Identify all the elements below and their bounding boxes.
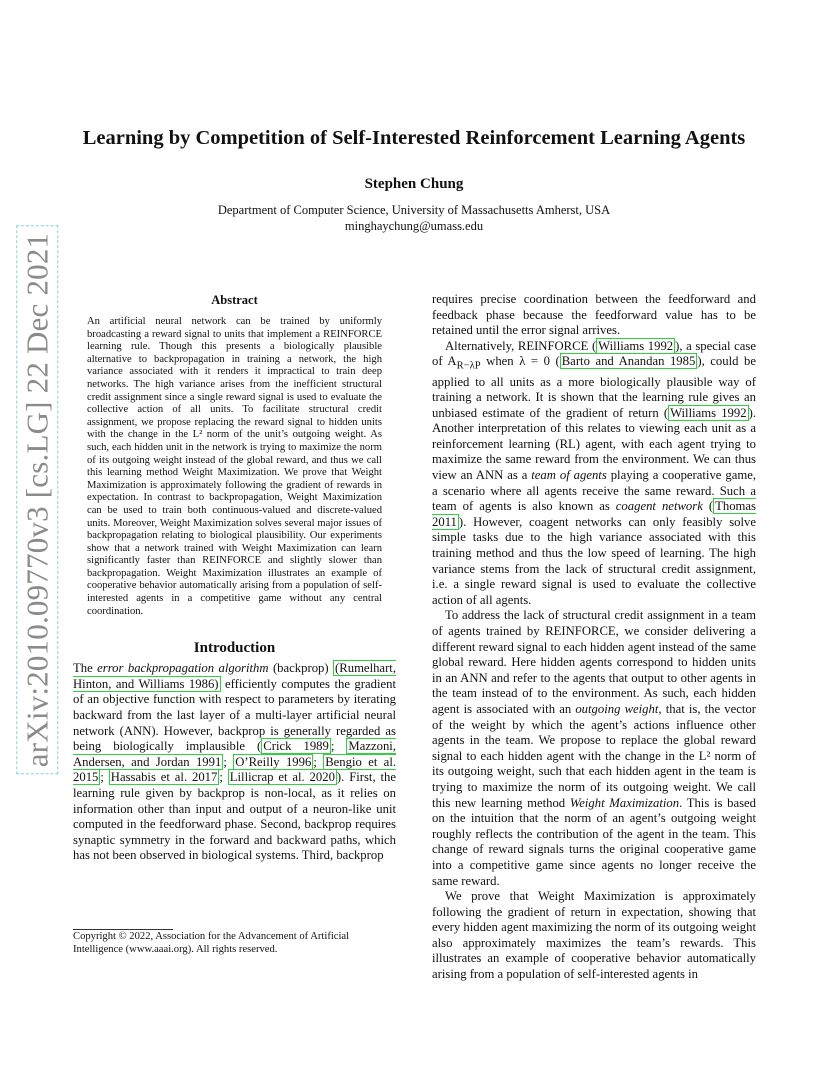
citation-link-crick[interactable]: Crick 1989 [263, 739, 329, 754]
text-run: ), could be applied to all units as a more biologically plausible way of training a network. It is shown that the learning rule gives an unbiased estimate of the gradient of return ( [432, 354, 756, 420]
left-column [73, 293, 396, 864]
text-run: efficiently computes the gradient of an objective function with respect to parameters by iterating backward from the last layer of a multi-layer artificial neural network (ANN). However, backprop is generally regarded as being biologically implausible ( [73, 676, 396, 754]
text-run: ; [100, 770, 109, 785]
text-run: ( [702, 499, 714, 514]
text-run: ), a special case of A [432, 338, 756, 369]
footnote-divider [73, 929, 173, 930]
text-run: Alternatively, REINFORCE ( [445, 338, 597, 353]
paper-title: Learning by Competition of Self-Interested Reinforcement Learning Agents [82, 127, 746, 149]
author-name: Stephen Chung [364, 176, 464, 192]
affiliation: Department of Computer Science, University of Massachusetts Amherst, USA [217, 203, 611, 217]
text-run: playing a cooperative game, a scenario where all agents receive the same reward. Such a team of agents is also known as [432, 468, 756, 514]
term-backprop: error backpropagation algorithm [97, 661, 269, 676]
text-run: (backprop) [268, 661, 334, 676]
term-coagent-network: coagent network [615, 499, 703, 514]
term-weight-maximization: Weight Maximization [569, 795, 680, 810]
citation-link-rumelhart[interactable]: (Rumelhart, Hinton, and Williams 1986) [73, 661, 396, 691]
text-run: ; [313, 754, 324, 769]
arxiv-identifier-margin [14, 232, 60, 768]
text-run: ). First, the learning rule given by backprop is non-local, as it relies on information other than input and output of a neuron-like unit computed in the feedforward phase. Second, backprop requires synaptic symmetry in the forward and backward paths, which has not been observed in biological systems. Third, backprop [73, 770, 397, 863]
citation-link-oreilly[interactable]: O’Reilly 1996 [235, 754, 312, 769]
abstract-heading: Abstract [211, 293, 258, 307]
arxiv-identifier-text: arXiv:2010.09770v3 [cs.LG] 22 Dec 2021 [16, 226, 58, 775]
paragraph-reinforce [432, 339, 756, 609]
citation-link-mazzoni[interactable]: Mazzoni, Andersen, and Jordan 1991 [73, 739, 396, 769]
text-run: To address the lack of structural credit assignment in a team of agents trained by REINFORCE, we consider delivering a different reward signal to each hidden agent instead of the same global reward. Here hidden agents correspond to hidden units in an ANN and refer to the agents that output to other agents in the team instead of to the environment. As such, each hidden agent is associated with an [432, 608, 756, 716]
paragraph-structural-credit [432, 608, 756, 889]
math-subscript: R−λP [456, 360, 481, 372]
author-affiliation-block [0, 202, 828, 234]
text-run: ; [330, 739, 347, 754]
text-run: when λ = 0 ( [480, 354, 560, 369]
text-run: ; [219, 770, 228, 785]
citation-link-barto-anandan[interactable]: Barto and Anandan 1985 [561, 354, 696, 369]
right-column [432, 292, 756, 983]
citation-link-bengio[interactable]: Bengio et al. 2015 [73, 754, 397, 785]
citation-link-hassabis[interactable]: Hassabis et al. 2017 [110, 770, 218, 785]
text-run: ; [223, 754, 234, 769]
citation-link-lillicrap[interactable]: Lillicrap et al. 2020 [229, 770, 335, 785]
text-run: The [73, 661, 98, 676]
copyright-footnote: Copyright © 2022, Association for the Advancement of Artificial Intelligence (www.aaai.org). All rights reserved. [73, 931, 350, 955]
text-run: ). Another interpretation of this relates to viewing each unit as a reinforcement learning (RL) agent, with each agent trying to maximize the same reward from the environment. We can thus view an ANN as a [432, 405, 756, 483]
paragraph-proof: We prove that Weight Maximization is approximately following the gradient of return in expectation, showing that every hidden agent maximizing the norm of its outgoing weight also approximately maximizes the team’s rewards. This illustrates an example of cooperative behavior automatically arising from a population of self-interested agents in [432, 889, 756, 982]
citation-link-williams-1992-second[interactable]: Williams 1992 [670, 405, 747, 420]
text-run: ). However, coagent networks can only feasibly solve simple tasks due to the high variance associated with this training method and thus the low speed of learning. The high variance stems from the lack of structural credit assignment, i.e. a single reward signal is used to evaluate the collective action of all agents. [432, 514, 756, 607]
citation-link-williams-1992[interactable]: Williams 1992 [598, 338, 674, 353]
term-outgoing-weight: outgoing weight [575, 701, 659, 716]
author-email: minghaychung@umass.edu [344, 219, 484, 233]
abstract-text: An artificial neural network can be trained by uniformly broadcasting a reward signal to units that implement a REINFORCE learning rule. Though this presents a biologically plausible alternative to backpropagation in training a network, the high variance associated with it renders it impractical to train deep networks. The high variance arises from the inefficient structural credit assignment since a single reward signal is used to evaluate the collective action of all units. To facilitate structural credit assignment, we propose replacing the reward signal to hidden units with the change in the L² norm of the unit’s outgoing weight. As such, each hidden unit in the network is trying to maximize the norm of its outgoing weight instead of the global reward, and thus we call this learning method Weight Maximization. We prove that Weight Maximization is approximately following the gradient of rewards in expectation. In contrast to backpropagation, Weight Maximization can be used to train both continuous-valued and discrete-valued units. Moreover, Weight Maximization solves several major issues of backpropagation relating to biological plausibility. Our experiments show that a network trained with Weight Maximization can learn significantly faster than REINFORCE and slightly slower than backpropagation. Weight Maximization illustrates an example of cooperative behavior automatically arising from a population of self-interested agents in a competitive game without any central coordination. [87, 316, 382, 617]
term-team-of-agents: team of agents [531, 468, 607, 483]
introduction-heading: Introduction [193, 640, 276, 657]
text-run: , that is, the vector of the weight by which the agent’s actions influence other agents in the team. We propose to replace the global reward signal to each hidden agent with the change in the L² norm of its outgoing weight, such that each hidden agent in the team is trying to maximize the norm of its outgoing weight. We call this new learning method [432, 701, 756, 810]
text-run: . This is based on the intuition that the norm of an agent’s outgoing weight roughly reflects the contribution of the agent in the team. This change of reward signals turns the original cooperative game into a competitive game since agents no longer receive the same reward. [432, 795, 756, 888]
citation-link-thomas[interactable]: Thomas 2011 [432, 499, 756, 529]
intro-paragraph [73, 661, 396, 864]
paragraph-continued: requires precise coordination between the feedforward and feedback phase because the feedforward value has to be retained until the error signal arrives. [432, 292, 756, 338]
